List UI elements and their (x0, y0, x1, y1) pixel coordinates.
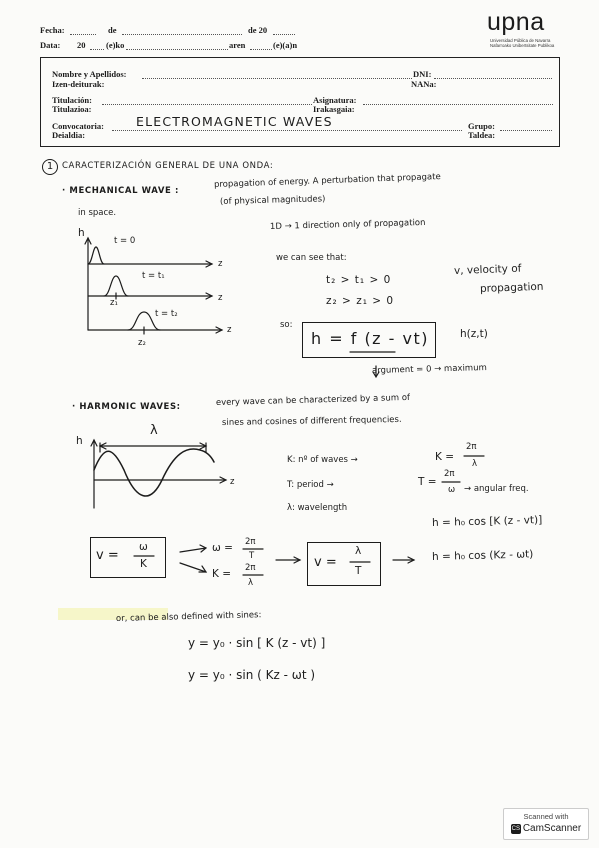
arrow-to-k2 (180, 563, 206, 572)
omega-equation-den: T (249, 551, 255, 561)
graph1-z2-label: z₂ (138, 338, 146, 348)
nombre-label: Nombre y Apellidos: (52, 69, 127, 79)
mechanical-heading: · MECHANICAL WAVE : (62, 186, 179, 196)
we-can-see: we can see that: (276, 253, 347, 263)
so-label: so: (280, 320, 293, 330)
logo-subtitle-2: Nafarroako Unibertsitate Publikoa (490, 43, 555, 48)
mechanical-text-1: propagation of energy. A perturbation that propagate (213, 172, 441, 190)
graph1-z-label-2: z (218, 293, 223, 303)
de-label: de (108, 25, 117, 35)
v-lambda-t-lhs: v = (314, 555, 337, 570)
de-20-label: de 20 (248, 25, 268, 35)
v-omega-k-den: K (140, 558, 147, 570)
deialdia-label: Deialdia: (52, 130, 86, 140)
k-equation-lhs: K = (435, 451, 455, 463)
velocity-note-1: v, velocity of (453, 262, 522, 277)
convocatoria-label: Convocatoria: (52, 121, 104, 131)
one-d-note: 1D → 1 direction only of propagation (269, 217, 426, 232)
graph1-z-label-1: z (218, 259, 223, 269)
aren-label: aren (229, 40, 246, 50)
graph1-z1-label: z₁ (110, 298, 118, 308)
graph2-z-label: z (230, 477, 235, 487)
graph1-h-label: h (78, 227, 85, 239)
v-omega-k-num: ω (139, 541, 148, 553)
mechanical-text-2: in space. (78, 208, 117, 218)
logo-subtitle-1: Universidad Pública de Navarra (490, 38, 551, 43)
sin-equation-1: y = y₀ · sin [ K (z - vt) ] (188, 636, 326, 650)
k-equation-den: λ (472, 459, 478, 469)
lambda-definition: λ: wavelength (287, 503, 348, 513)
n-label: (e)(a)n (273, 40, 298, 50)
section-number-circle: 1 (42, 159, 58, 175)
fecha-label: Fecha: (40, 25, 65, 35)
titulacion-label: Titulación: (52, 95, 92, 105)
graph1-z-label-3: z (227, 325, 232, 335)
omega-equation-num: 2π (245, 537, 256, 547)
argument-note: argument = 0 → maximum (371, 362, 487, 376)
k2-equation-den: λ (248, 578, 254, 588)
sines-note: or, can be also defined with sines: (115, 610, 262, 624)
k-equation-num: 2π (466, 442, 477, 452)
graph1-t2-label: t = t₂ (155, 309, 178, 319)
graph1-pulse-t0 (88, 247, 104, 264)
graph1-t0-label: t = 0 (114, 236, 136, 246)
scanned-with-label: Scanned with (523, 812, 569, 821)
t-equation-den: ω (448, 485, 456, 495)
angular-freq-note: → angular freq. (464, 484, 529, 494)
camscanner-brand: CamScanner (522, 823, 582, 834)
convocatoria-value: ELECTROMAGNETIC WAVES (136, 114, 333, 129)
sin-equation-2: y = y₀ · sin ( Kz - ωt ) (188, 668, 316, 682)
k2-equation-lhs: K = (212, 568, 232, 580)
ko-label: (e)ko (106, 40, 125, 50)
graph1-t1-label: t = t₁ (142, 271, 165, 281)
data-label: Data: (40, 40, 61, 50)
inequality-position: z₂ > z₁ > 0 (326, 295, 395, 307)
izen-label: Izen-deiturak: (52, 79, 105, 89)
camscanner-logo-icon: CS (511, 825, 520, 832)
logo-text: upna (487, 8, 545, 36)
omega-equation-lhs: ω = (212, 542, 233, 554)
asignatura-label: Asignatura: (313, 95, 357, 105)
velocity-note-2: propagation (479, 280, 544, 295)
taldea-label: Taldea: (468, 130, 496, 140)
nana-label: NANa: (411, 79, 437, 89)
harmonic-text-2: sines and cosines of different frequencies. (221, 414, 402, 428)
section-title: CARACTERIZACIÓN GENERAL DE UNA ONDA: (62, 161, 274, 171)
dni-label: DNI: (413, 69, 432, 79)
irakasgaia-label: Irakasgaia: (313, 104, 355, 114)
data-year-prefix: 20 (77, 40, 86, 50)
cos-equation-1: h = h₀ cos [K (z - vt)] (431, 514, 543, 529)
inequality-time: t₂ > t₁ > 0 (326, 274, 392, 286)
harmonic-text-1: every wave can be characterized by a sum of (215, 392, 411, 408)
graph2-sine-curve (94, 449, 214, 496)
v-lambda-t-num: λ (355, 545, 362, 557)
grupo-label: Grupo: (468, 121, 495, 131)
v-omega-k-lhs: v = (96, 548, 119, 563)
t-equation-lhs: T = (418, 476, 437, 488)
graph2-lambda-label: λ (150, 423, 158, 438)
cos-equation-2: h = h₀ cos (Kz - ωt) (431, 548, 534, 563)
main-equation: h = f (z - vt) (311, 329, 430, 348)
k2-equation-num: 2π (245, 563, 256, 573)
camscanner-badge (503, 808, 589, 840)
mechanical-text-3: (of physical magnitudes) (219, 194, 326, 207)
k-definition: K: nº of waves → (287, 455, 358, 465)
harmonic-heading: · HARMONIC WAVES: (72, 402, 181, 412)
h-zt-label: h(z,t) (460, 328, 488, 340)
titulazioa-label: Titulazioa: (52, 104, 92, 114)
v-lambda-t-den: T (355, 565, 362, 577)
t-definition: T: period → (287, 480, 334, 490)
graph2-h-label: h (76, 435, 83, 447)
t-equation-num: 2π (444, 469, 455, 479)
